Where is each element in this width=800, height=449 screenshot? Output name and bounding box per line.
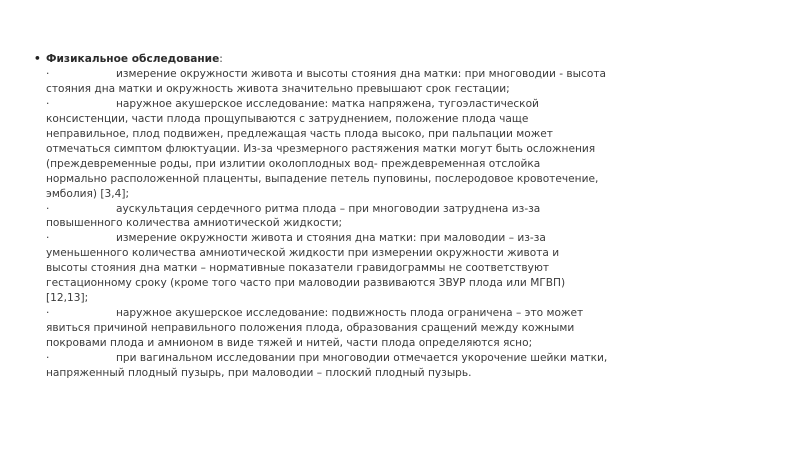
item-line: неправильное, плод подвижен, предлежащая часть плода высоко, при пальпации может (46, 127, 553, 140)
item-marker: · (46, 352, 50, 365)
item-line: аускультация сердечного ритма плода – при многоводии затруднена из-за (116, 202, 541, 215)
item-line: покровами плода и амнионом в виде тяжей и нитей, части плода определяются ясно; (46, 337, 533, 350)
heading-colon: : (219, 53, 223, 65)
item-line: измерение окружности живота и стояния дна матки: при маловодии – из-за (116, 232, 546, 245)
item-line: (преждевременные роды, при излитии околоплодных вод- преждевременная отслойка (46, 157, 541, 170)
list-item (46, 202, 774, 217)
item-line: гестационному сроку (кроме того часто при маловодии развиваются ЗВУР плода или МГВП) (46, 277, 566, 290)
heading (46, 53, 223, 65)
item-line: измерение окружности живота и высоты стояния дна матки: при многоводии - высота (116, 67, 606, 80)
item-line: консистенции, части плода прощупываются с затруднением, положение плода чаще (46, 112, 529, 125)
heading-line (34, 52, 774, 67)
list-item (46, 306, 774, 321)
item-line: уменьшенного количества амниотической жидкости при измерении окружности живота и (46, 247, 560, 260)
item-line: наружное акушерское исследование: матка напряжена, тугоэластической (116, 97, 539, 110)
item-marker: · (46, 202, 50, 215)
item-line: отмечаться симптом флюктуации. Из-за чрезмерного растяжения матки могут быть осложнения (46, 142, 596, 155)
bullet-icon: • (34, 53, 41, 65)
item-line: эмболия) [3,4]; (46, 187, 130, 200)
item-marker: · (46, 307, 50, 320)
item-marker: · (46, 232, 50, 245)
list-item (46, 231, 774, 246)
item-marker: · (46, 97, 50, 110)
item-line: явиться причиной неправильного положения плода, образования сращений между кожными (46, 322, 575, 335)
item-line: нормально расположенной плаценты, выпадение петель пуповины, послеродовое кровотечение, (46, 172, 599, 185)
slide-text-body (34, 52, 774, 381)
item-line: напряженный плодный пузырь, при маловодии – плоский плодный пузырь. (46, 367, 472, 380)
item-line: [12,13]; (46, 292, 89, 305)
item-line: повышенного количества амниотической жидкости; (46, 217, 343, 230)
list-item (46, 351, 774, 366)
item-line: при вагинальном исследовании при многоводии отмечается укорочение шейки матки, (116, 352, 608, 365)
heading-bold: Физикальное обследование (46, 53, 220, 65)
item-line: высоты стояния дна матки – нормативные показатели гравидограммы не соответствуют (46, 262, 550, 275)
item-line: наружное акушерское исследование: подвижность плода ограничена – это может (116, 307, 584, 320)
list-item (46, 97, 774, 112)
item-line: стояния дна матки и окружность живота значительно превышают срок гестации; (46, 82, 510, 95)
list-item (46, 67, 774, 82)
item-marker: · (46, 67, 50, 80)
